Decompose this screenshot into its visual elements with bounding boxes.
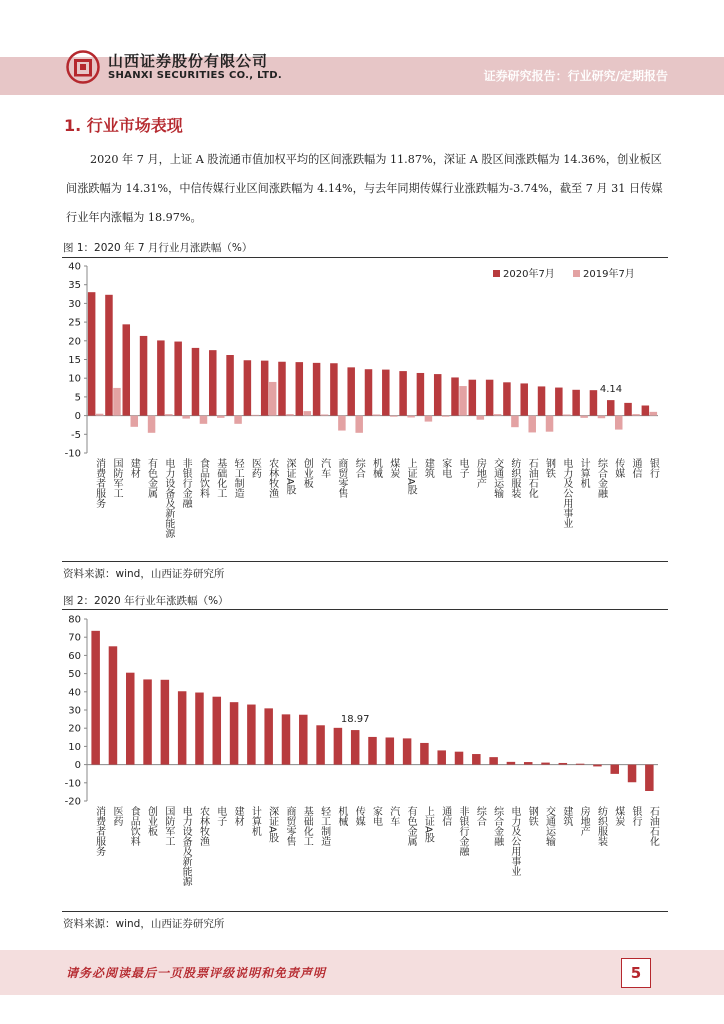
y-tick-label: 10	[68, 741, 81, 753]
y-tick-label: 40	[68, 687, 81, 699]
bar-series1	[157, 340, 165, 415]
bar-series2	[338, 416, 346, 431]
bar-series1	[524, 762, 533, 765]
bar-series2	[442, 416, 450, 417]
y-tick-label: 80	[68, 614, 81, 626]
bar-series2	[131, 416, 139, 427]
legend-label: 2020年7月	[503, 269, 555, 280]
bar-series1	[264, 708, 273, 764]
section-title: 1. 行业市场表现	[64, 116, 183, 135]
x-category-label: 食品饮料	[128, 806, 140, 846]
bar-series1	[486, 380, 494, 416]
x-category-label: 电力设备及新能源	[162, 458, 174, 538]
figure1-chart	[50, 258, 670, 560]
report-type: 证券研究报告：行业研究/定期报告	[483, 69, 668, 83]
x-category-label: 消费者服务	[93, 806, 105, 856]
bar-series2	[200, 416, 208, 424]
y-tick-label: 35	[68, 280, 81, 292]
bar-series2	[407, 416, 415, 418]
bar-series2	[459, 386, 467, 416]
bar-series2	[528, 416, 536, 433]
bar-series1	[642, 406, 650, 416]
bar-series1	[351, 730, 360, 765]
y-tick-label: -5	[71, 429, 81, 441]
bar-series1	[244, 360, 252, 415]
legend-swatch	[573, 270, 580, 277]
bar-series1	[593, 765, 602, 767]
y-tick-label: -20	[64, 796, 81, 808]
bar-series1	[451, 377, 459, 415]
bar-series1	[195, 693, 204, 765]
bar-series2	[598, 416, 606, 419]
bar-series1	[91, 631, 100, 765]
x-category-label: 传媒	[612, 458, 624, 478]
bar-series1	[247, 705, 256, 765]
x-category-label: 机械	[335, 806, 347, 826]
x-category-label: 综合	[474, 806, 486, 826]
y-tick-label: -10	[64, 448, 81, 460]
bar-series1	[226, 355, 234, 416]
figure2-bottom-rule	[62, 911, 668, 912]
bar-series1	[123, 324, 130, 415]
x-category-label: 基础化工	[214, 458, 226, 498]
company-name-cn: 山西证券股份有限公司	[108, 52, 269, 70]
x-category-label: 房地产	[474, 458, 486, 488]
bar-series1	[572, 390, 580, 416]
bar-series1	[472, 754, 481, 765]
bar-series1	[109, 646, 118, 764]
bar-series1	[434, 374, 442, 416]
legend-label: 2019年7月	[583, 269, 635, 280]
bar-series2	[217, 416, 225, 418]
x-category-label: 计算机	[249, 806, 261, 836]
bar-series1	[299, 715, 308, 765]
x-category-label: 轻工制造	[232, 458, 244, 498]
bar-series1	[628, 765, 637, 783]
bar-series1	[230, 702, 239, 764]
bar-series2	[477, 416, 485, 420]
y-tick-label: 15	[68, 355, 81, 366]
bar-series1	[105, 295, 113, 416]
bar-series2	[234, 416, 242, 424]
bar-series2	[425, 416, 433, 422]
data-label: 4.14	[599, 384, 623, 396]
figure1-source: 资料来源：wind，山西证券研究所	[63, 568, 225, 580]
bar-series1	[420, 743, 429, 765]
bar-series1	[316, 725, 325, 764]
bar-series1	[590, 390, 598, 415]
bar-series2	[390, 416, 398, 417]
x-category-label: 汽车	[318, 458, 330, 478]
x-category-label: 电子	[457, 458, 469, 478]
x-category-label: 纺织服装	[595, 806, 607, 846]
bar-series1	[610, 765, 619, 774]
y-tick-label: 50	[68, 669, 81, 681]
x-category-label: 上证A股	[422, 806, 434, 843]
x-category-label: 电力及公用事业	[560, 458, 572, 528]
x-category-label: 建材	[128, 458, 140, 478]
y-tick-label: 20	[68, 723, 81, 735]
bar-series1	[296, 362, 304, 415]
x-category-label: 综合金融	[595, 458, 607, 498]
bar-series2	[580, 416, 588, 418]
page-number: 5	[621, 958, 651, 988]
y-tick-label: 0	[74, 760, 81, 772]
bar-series2	[269, 382, 277, 416]
y-tick-label: 0	[74, 411, 81, 423]
y-tick-label: 20	[68, 336, 81, 348]
bar-series1	[278, 362, 286, 416]
bar-series2	[373, 414, 381, 415]
x-category-label: 通信	[439, 806, 451, 826]
section-paragraph: 2020 年 7 月，上证 A 股流通市值加权平均的区间涨跌幅为 11.87%，深证 A 股区间涨跌幅为 14.36%，创业板区间涨跌幅为 14.31%，中信传媒行业区间涨跌幅为 4.14%，与去年同期传媒行业涨跌幅为-3.74%，截至 7 月 31 日传媒行业年内涨幅为 18.97%。	[66, 153, 663, 224]
bar-series2	[321, 414, 329, 415]
y-tick-label: 5	[74, 392, 81, 404]
bar-series1	[507, 762, 516, 765]
bar-series2	[546, 416, 554, 432]
bar-series1	[140, 336, 148, 416]
bar-series1	[399, 371, 407, 416]
x-category-label: 国防军工	[162, 806, 174, 846]
y-tick-label: 60	[68, 650, 81, 662]
x-category-label: 轻工制造	[318, 806, 330, 846]
x-category-label: 非银行金融	[180, 458, 192, 508]
x-category-label: 汽车	[387, 806, 399, 826]
x-category-label: 传媒	[353, 806, 365, 826]
x-category-label: 煤炭	[387, 458, 399, 478]
bar-series2	[148, 416, 156, 433]
bar-series1	[213, 697, 222, 765]
bar-series1	[192, 348, 200, 416]
x-category-label: 银行	[647, 458, 659, 478]
x-category-label: 石油石化	[526, 458, 538, 498]
bar-series1	[645, 765, 654, 791]
x-category-label: 机械	[370, 458, 382, 478]
bar-series1	[174, 342, 182, 416]
x-category-label: 家电	[370, 806, 382, 826]
bar-series1	[330, 363, 338, 415]
bar-series1	[161, 680, 170, 765]
bar-series2	[615, 416, 623, 430]
x-category-label: 建筑	[422, 458, 434, 478]
x-category-label: 家电	[439, 458, 451, 478]
x-category-label: 商贸零售	[335, 458, 347, 498]
x-category-label: 煤炭	[612, 806, 624, 826]
bar-series1	[261, 361, 269, 416]
y-tick-label: 30	[68, 298, 81, 310]
x-category-label: 房地产	[578, 806, 590, 836]
x-category-label: 医药	[110, 806, 122, 826]
x-category-label: 医药	[249, 458, 261, 478]
legend-swatch	[493, 270, 500, 277]
bar-series1	[503, 382, 511, 415]
x-category-label: 交通运输	[491, 458, 503, 498]
bar-series2	[286, 414, 294, 415]
bar-series2	[182, 416, 190, 419]
x-category-label: 非银行金融	[457, 806, 469, 856]
x-category-label: 上证A股	[405, 458, 417, 495]
data-label: 18.97	[340, 714, 370, 726]
bar-series1	[334, 728, 343, 765]
y-tick-label: 70	[68, 632, 81, 644]
x-category-label: 综合金融	[491, 806, 503, 846]
x-category-label: 通信	[630, 458, 642, 478]
bar-series1	[365, 369, 373, 415]
x-category-label: 电力设备及新能源	[180, 806, 192, 886]
bar-series2	[113, 388, 121, 416]
x-category-label: 交通运输	[543, 806, 555, 846]
bar-series1	[576, 764, 585, 765]
bar-series1	[489, 757, 498, 764]
y-tick-label: 25	[68, 317, 81, 329]
x-category-label: 钢铁	[543, 458, 555, 478]
x-category-label: 创业板	[301, 458, 313, 488]
bar-series2	[494, 414, 502, 415]
bar-series2	[252, 415, 260, 416]
x-category-label: 基础化工	[301, 806, 313, 846]
x-category-label: 农林牧渔	[197, 806, 209, 846]
bar-series1	[313, 363, 321, 416]
bar-series2	[650, 412, 658, 416]
y-tick-label: 30	[68, 705, 81, 717]
bar-series1	[437, 750, 446, 764]
bar-series1	[368, 737, 377, 765]
x-category-label: 电子	[214, 806, 226, 826]
y-tick-label: 10	[68, 373, 81, 385]
bar-series1	[347, 367, 355, 415]
bar-series1	[469, 380, 477, 416]
x-category-label: 建材	[232, 806, 244, 826]
bar-series1	[541, 763, 550, 765]
bar-series2	[304, 411, 312, 415]
bar-series2	[355, 416, 363, 433]
bar-series1	[403, 738, 412, 764]
bar-series2	[165, 414, 173, 415]
bar-series1	[607, 400, 615, 415]
y-tick-label: -10	[64, 778, 81, 790]
x-category-label: 计算机	[578, 458, 590, 488]
bar-series1	[520, 383, 528, 415]
x-category-label: 深证A股	[266, 806, 278, 843]
figure2-chart	[50, 610, 670, 910]
bar-series1	[555, 388, 563, 416]
bar-series1	[209, 350, 217, 415]
bar-series1	[386, 737, 395, 764]
bar-series2	[511, 416, 519, 428]
bar-series2	[632, 414, 640, 415]
company-name-en: SHANXI SECURITIES CO., LTD.	[108, 70, 282, 81]
bar-series1	[382, 370, 390, 416]
x-category-label: 创业板	[145, 806, 157, 836]
footer-disclaimer: 请务必阅读最后一页股票评级说明和免责声明	[66, 966, 327, 980]
x-category-label: 消费者服务	[93, 458, 105, 508]
bar-series1	[88, 292, 96, 415]
x-category-label: 钢铁	[526, 806, 538, 826]
figure2-title: 图 2：2020 年行业年涨跌幅（%）	[63, 595, 229, 607]
bar-series1	[178, 691, 187, 764]
x-category-label: 农林牧渔	[266, 458, 278, 498]
bar-series1	[417, 373, 425, 416]
x-category-label: 食品饮料	[197, 458, 209, 498]
bar-series1	[455, 752, 464, 765]
x-category-label: 纺织服装	[508, 458, 520, 498]
bar-series1	[538, 386, 546, 415]
figure1-bottom-rule	[62, 561, 668, 562]
x-category-label: 石油石化	[647, 806, 659, 846]
x-category-label: 商贸零售	[283, 806, 295, 846]
x-category-label: 深证A股	[283, 458, 295, 495]
x-category-label: 电力及公用事业	[508, 806, 520, 876]
x-category-label: 国防军工	[110, 458, 122, 498]
x-category-label: 有色金属	[405, 806, 417, 846]
y-tick-label: 40	[68, 261, 81, 273]
bar-series1	[143, 679, 152, 764]
figure2-source: 资料来源：wind，山西证券研究所	[63, 918, 225, 930]
bar-series1	[624, 403, 632, 416]
x-category-label: 银行	[630, 806, 642, 826]
figure1-title: 图 1：2020 年 7 月行业月涨跌幅（%）	[63, 242, 253, 254]
x-category-label: 综合	[353, 458, 365, 478]
x-category-label: 有色金属	[145, 458, 157, 498]
bar-series1	[282, 714, 291, 764]
bar-series1	[559, 763, 568, 765]
x-category-label: 建筑	[560, 806, 572, 826]
company-logo-icon	[66, 50, 100, 84]
bar-series2	[563, 414, 571, 415]
bar-series2	[96, 414, 104, 416]
bar-series1	[126, 673, 134, 765]
